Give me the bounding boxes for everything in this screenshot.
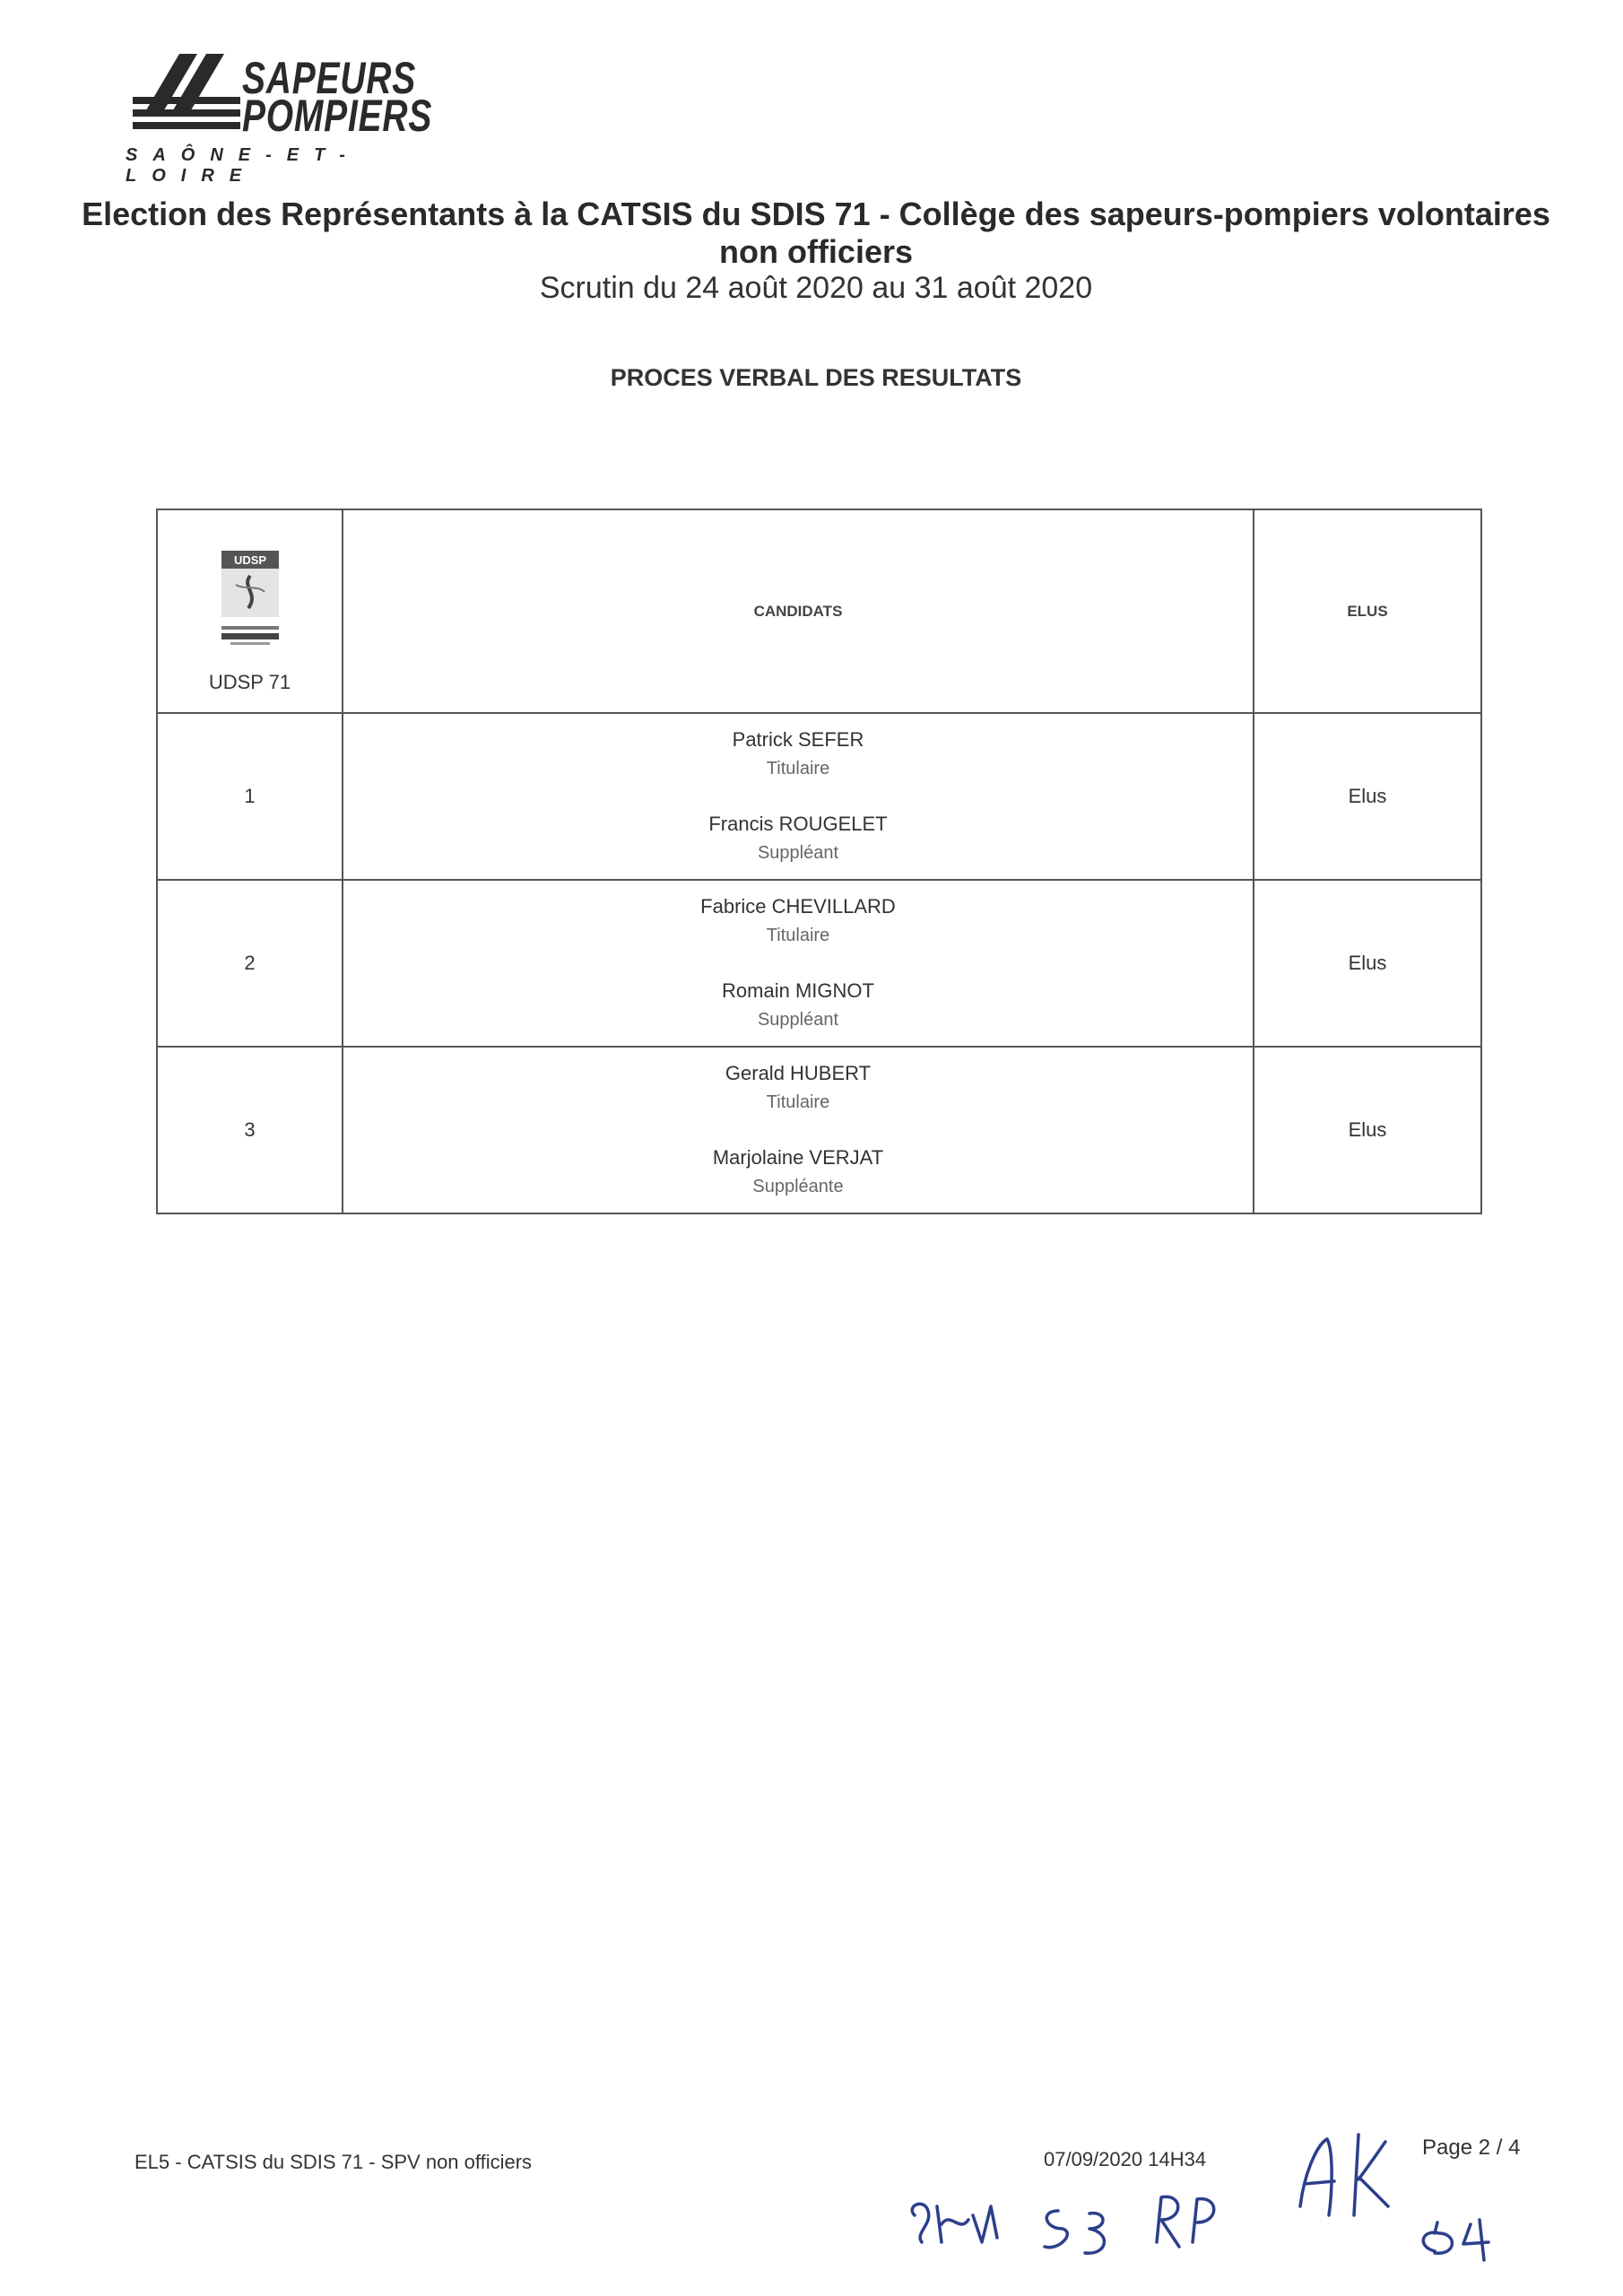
titulaire-role: Titulaire [766, 926, 830, 945]
titulaire-role: Titulaire [766, 1092, 830, 1112]
logo-line-3: SAÔNE-ET-LOIRE [126, 145, 360, 186]
flame-stripes-icon [126, 52, 242, 142]
results-table [156, 509, 1482, 1214]
sapeurs-pompiers-logo [126, 52, 433, 186]
suppleant-role: Suppléant [757, 1010, 839, 1030]
elu-status: Elus [1254, 1047, 1481, 1213]
logo-line-1: SAPEURS [242, 53, 417, 103]
header-candidats-label: CANDIDATS [753, 602, 843, 620]
handwritten-initials-signature [897, 2099, 1578, 2278]
table-header-row [157, 509, 1481, 713]
titulaire-name: Gerald HUBERT [725, 1062, 872, 1084]
footer-timestamp: 07/09/2020 14H34 [1044, 2148, 1207, 2170]
titulaire-role: Titulaire [766, 759, 830, 778]
list-number: 2 [157, 880, 343, 1047]
table-row [157, 880, 1481, 1047]
list-number: 1 [157, 713, 343, 880]
document-subtitle: Scrutin du 24 août 2020 au 31 août 2020 [539, 271, 1093, 305]
logo-line-2: POMPIERS [242, 91, 433, 141]
header-elus [1254, 509, 1481, 713]
table-row [157, 1047, 1481, 1213]
table-row [157, 713, 1481, 880]
organization-name: UDSP 71 [208, 670, 291, 693]
suppleant-name: Marjolaine VERJAT [712, 1146, 884, 1169]
candidate-pair [343, 880, 1254, 1047]
document-title: Election des Représentants à la CATSIS du SDIS 71 - Collège des sapeurs-pompiers volontaires non officiers [82, 196, 1550, 270]
footer-page-number: Page 2 / 4 [1422, 2135, 1521, 2160]
candidate-pair [343, 713, 1254, 880]
suppleant-role: Suppléant [757, 843, 839, 863]
document-heading: PROCES VERBAL DES RESULTATS [610, 364, 1022, 391]
titulaire-name: Patrick SEFER [732, 728, 864, 751]
suppleant-name: Francis ROUGELET [708, 813, 888, 835]
udsp-logo-icon [218, 549, 282, 653]
elu-status: Elus [1254, 880, 1481, 1047]
header-elus-label: ELUS [1347, 602, 1388, 620]
candidate-pair [343, 1047, 1254, 1213]
elu-status: Elus [1254, 713, 1481, 880]
header-candidats [343, 509, 1254, 713]
footer-document-ref: EL5 - CATSIS du SDIS 71 - SPV non officiers [135, 2151, 533, 2173]
organization-cell [157, 509, 343, 713]
titulaire-name: Fabrice CHEVILLARD [700, 895, 896, 918]
suppleant-role: Suppléante [752, 1177, 844, 1196]
list-number: 3 [157, 1047, 343, 1213]
suppleant-name: Romain MIGNOT [722, 979, 874, 1002]
svg-text:UDSP: UDSP [233, 552, 266, 567]
